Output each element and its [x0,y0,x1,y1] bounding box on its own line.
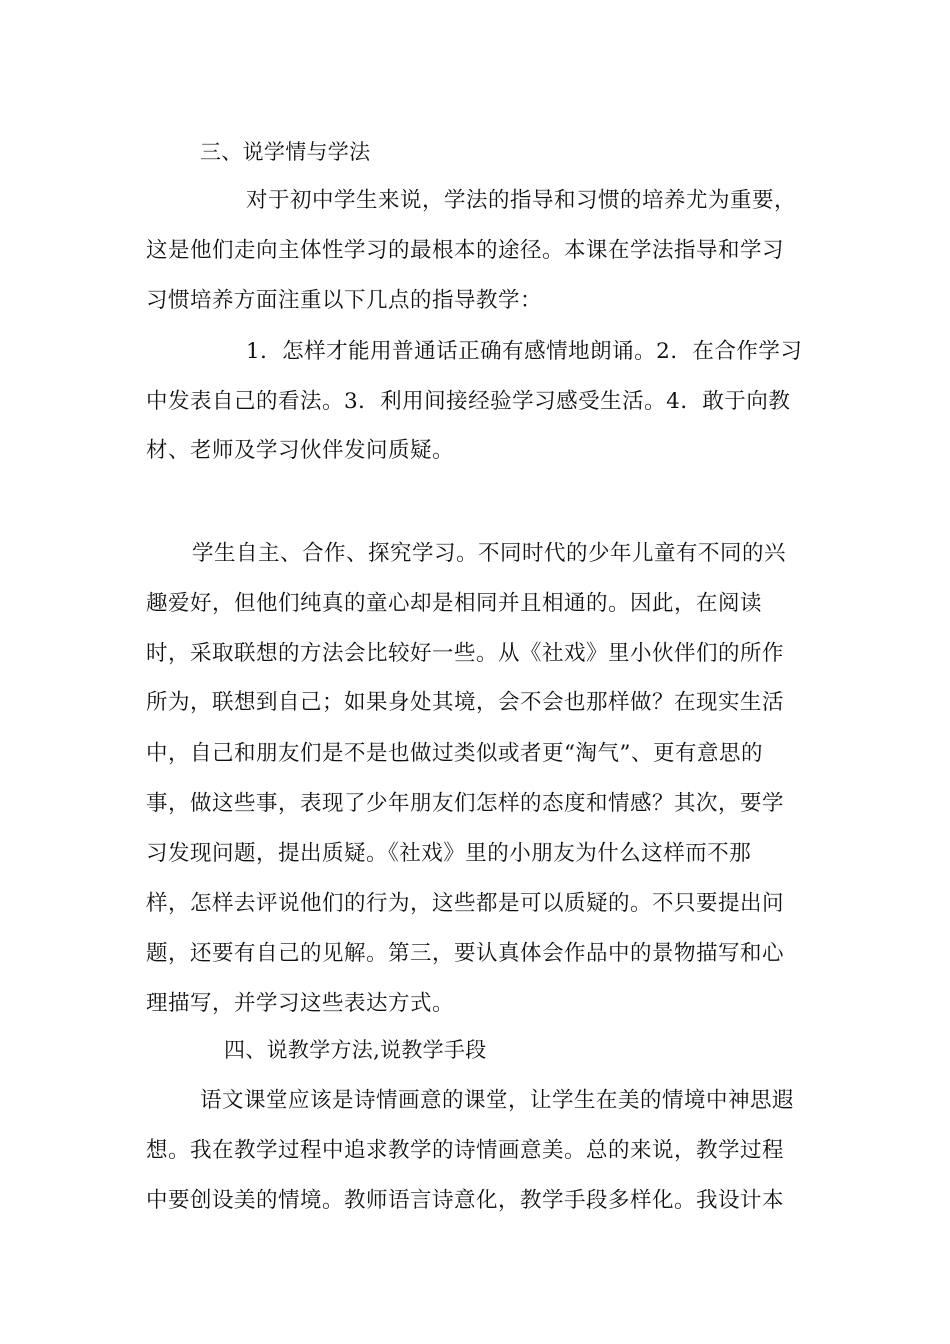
paragraph-line: 所为，联想到自己；如果身处其境，会不会也那样做？在现实生活 [146,690,785,715]
paragraph-line: 对于初中学生来说，学法的指导和习惯的培养尤为重要， [246,188,797,213]
section-heading-3: 三、说学情与学法 [200,140,371,164]
paragraph-line: 样，怎样去评说他们的行为，这些都是可以质疑的。不只要提出问 [146,891,785,916]
paragraph-line: 中，自己和朋友们是不是也做过类似或者更“淘气”、更有意思的 [146,741,763,766]
paragraph-line: 题，还要有自己的见解。第三，要认真体会作品中的景物描写和心 [146,941,785,966]
paragraph-line: 语文课堂应该是诗情画意的课堂，让学生在美的情境中神思遐 [200,1088,795,1113]
paragraph-line: 时，采取联想的方法会比较好一些。从《社戏》里小伙伴们的所作 [146,641,785,666]
paragraph-line: 趣爱好，但他们纯真的童心却是相同并且相通的。因此，在阅读 [146,591,763,616]
paragraph-line: 理描写，并学习这些表达方式。 [146,991,455,1016]
paragraph-line: 材、老师及学习伙伴发问质疑。 [146,438,455,463]
paragraph-line: 事，做这些事，表现了少年朋友们怎样的态度和情感？其次，要学 [146,791,785,816]
paragraph-line: 学生自主、合作、探究学习。不同时代的少年儿童有不同的兴 [192,541,787,566]
paragraph-line: 想。我在教学过程中追求教学的诗情画意美。总的来说，教学过程 [146,1138,785,1163]
paragraph-line: 中要创设美的情境。教师语言诗意化，教学手段多样化。我设计本 [146,1188,785,1213]
section-heading-4: 四、说教学方法,说教学手段 [224,1038,487,1062]
paragraph-line: 1．怎样才能用普通话正确有感情地朗诵。2．在合作学习 [246,339,803,364]
paragraph-line: 习发现问题，提出质疑。《社戏》里的小朋友为什么这样而不那 [146,841,752,866]
paragraph-line: 习惯培养方面注重以下几点的指导教学： [146,288,543,313]
paragraph-line: 这是他们走向主体性学习的最根本的途径。本课在学法指导和学习 [146,238,785,263]
paragraph-line: 中发表自己的看法。3．利用间接经验学习感受生活。4．敢于向教 [146,389,791,414]
